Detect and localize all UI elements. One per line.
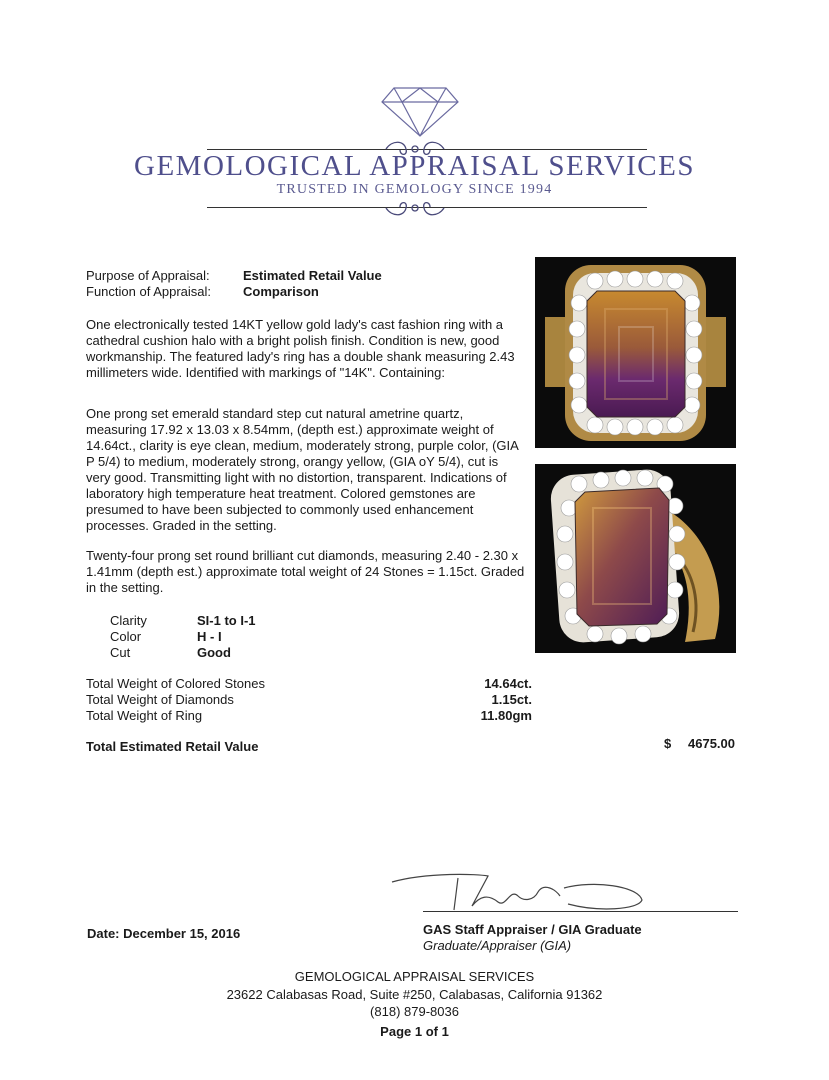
ornament-bottom-icon (382, 197, 448, 219)
grading-label-clarity: Clarity (110, 613, 147, 628)
ring-photo-side (535, 464, 736, 653)
footer-company: GEMOLOGICAL APPRAISAL SERVICES (294, 969, 535, 984)
grading-label-color: Color (110, 629, 142, 644)
total-colored-stones-label: Total Weight of Colored Stones (86, 676, 265, 691)
retail-value-label: Total Estimated Retail Value (86, 739, 259, 754)
appraiser-title: GAS Staff Appraiser / GIA Graduate (423, 922, 642, 937)
ring-side-view-image (535, 464, 736, 653)
total-diamonds-label: Total Weight of Diamonds (86, 692, 234, 707)
retail-amount: 4675.00 (688, 736, 735, 751)
appraiser-signature-icon (388, 866, 648, 916)
function-value: Comparison (243, 284, 319, 299)
total-ring-weight-label: Total Weight of Ring (86, 708, 203, 723)
ring-photo-top (535, 257, 736, 448)
grading-value-cut: Good (197, 645, 231, 660)
total-colored-stones-value: 14.64ct. (484, 676, 532, 691)
total-diamonds-value: 1.15ct. (491, 692, 532, 707)
appraisal-date: Date: December 15, 2016 (87, 926, 241, 941)
signature-line (423, 911, 738, 912)
retail-currency: $ (664, 736, 672, 751)
total-ring-weight-value: 11.80gm (480, 708, 532, 723)
purpose-label: Purpose of Appraisal: (86, 268, 210, 283)
center-stone-description: One prong set emerald standard step cut natural ametrine quartz, measuring 17.92 x 13.03 x 8.54mm, (depth est.) approximate weight of 14.64ct., clarity is eye clean, medium, moderately strong, purple color, (GIA P 5/4) to medium, moderately strong, orangy yellow, (GIA oY 5/4), cut is very good. Transmitting light with no distortion, transparent. Indications of laboratory high temperature heat treatment. Colored gemstones are presumed to have been subjected to commonly used enhancement processes. Graded in the setting. (86, 406, 519, 533)
footer-address: 23622 Calabasas Road, Suite #250, Calabasas, California 91362 (226, 987, 603, 1002)
brand-name: GEMOLOGICAL APPRAISAL SERVICES (134, 150, 695, 182)
function-label: Function of Appraisal: (86, 284, 212, 299)
grading-value-clarity: SI-1 to I-1 (197, 613, 256, 628)
grading-label-cut: Cut (110, 645, 131, 660)
page-number: Page 1 of 1 (380, 1024, 449, 1039)
appraiser-subtitle: Graduate/Appraiser (GIA) (423, 938, 572, 953)
brand-tagline: TRUSTED IN GEMOLOGY SINCE 1994 (276, 182, 553, 197)
grading-value-color: H - I (197, 629, 222, 644)
ring-description: One electronically tested 14KT yellow gold lady's cast fashion ring with a cathedral cushion halo with a bright polish finish. Condition is new, good workmanship. The featured lady's ring has a double shank measuring 2.43 millimeters wide. Identified with markings of "14K". Containing: (86, 317, 515, 380)
footer-phone: (818) 879-8036 (370, 1004, 459, 1019)
diamond-logo-icon (380, 86, 460, 138)
ring-top-view-image (535, 257, 736, 448)
diamonds-description: Twenty-four prong set round brilliant cut diamonds, measuring 2.40 - 2.30 x 1.41mm (depth est.) approximate total weight of 24 Stones = 1.15ct. Graded in the setting. (86, 548, 525, 595)
purpose-value: Estimated Retail Value (243, 268, 382, 283)
